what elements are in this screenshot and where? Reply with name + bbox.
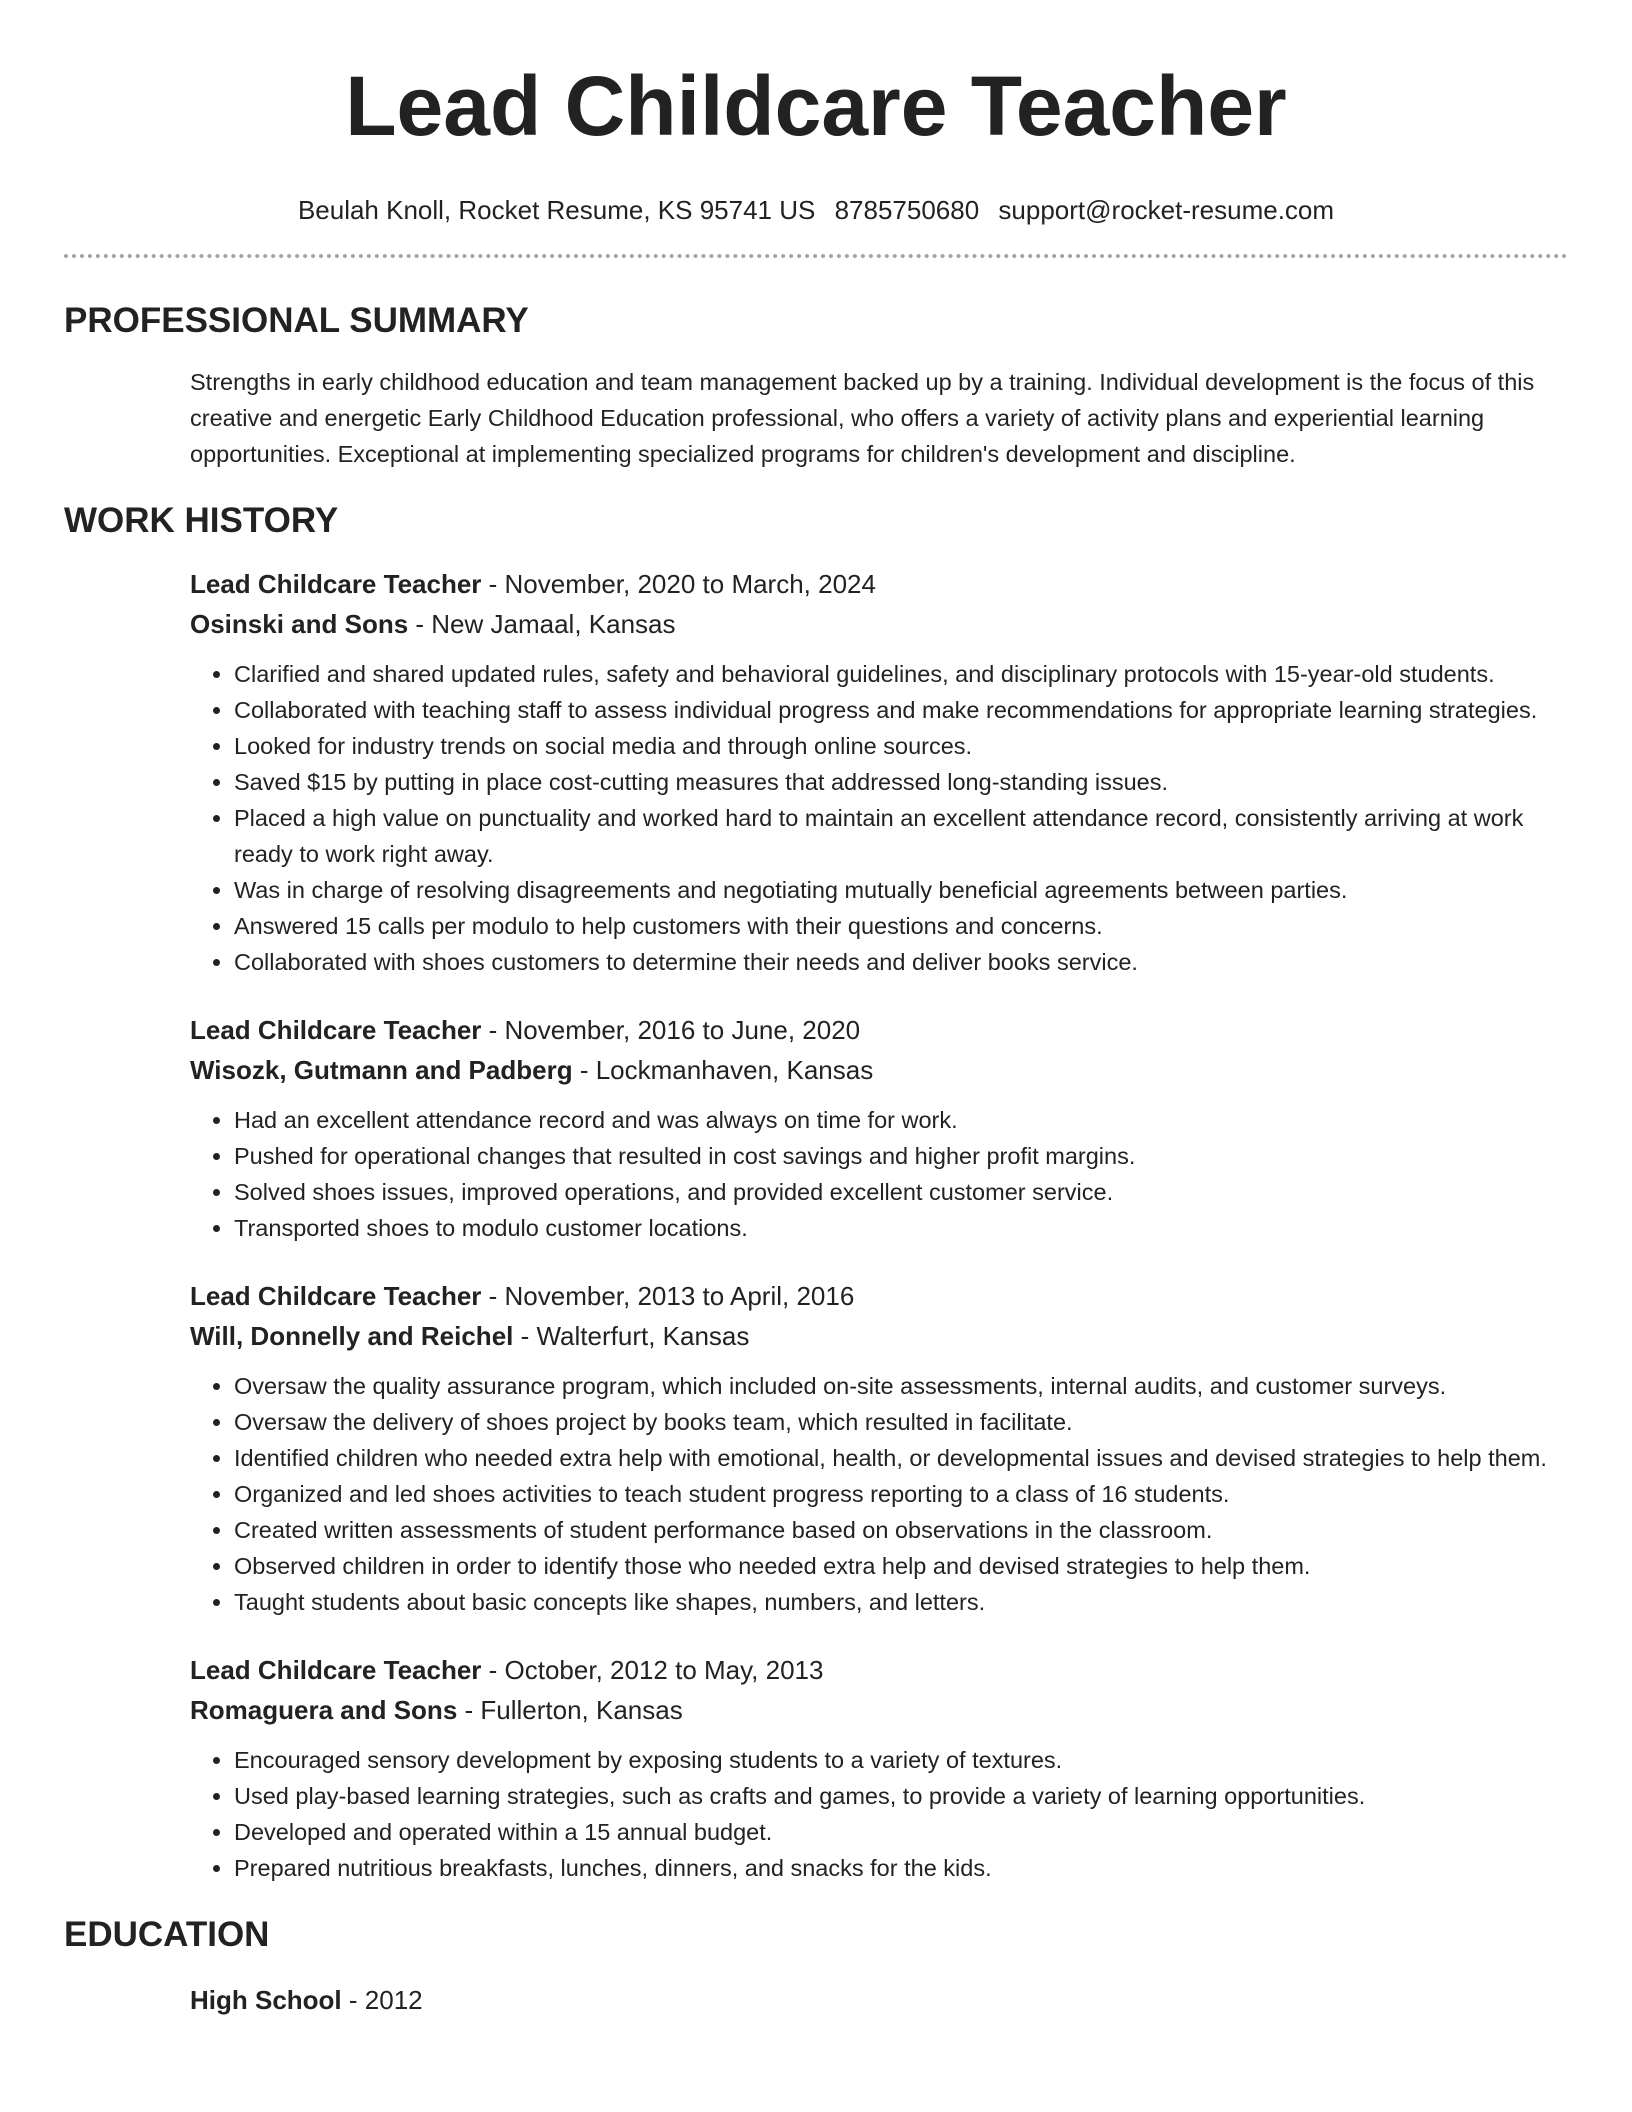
section-title-work: WORK HISTORY: [64, 501, 339, 540]
job-location: - Lockmanhaven, Kansas: [572, 1055, 874, 1085]
list-item: • Saved $15 by putting in place cost-cutting measures that addressed long-standing issues.: [234, 764, 1568, 800]
job-dates: - November, 2020 to March, 2024: [481, 569, 876, 599]
job-company: Osinski and Sons: [190, 609, 409, 639]
job-role: Lead Childcare Teacher: [190, 1281, 482, 1311]
list-item: • Pushed for operational changes that resulted in cost savings and higher profit margins.: [234, 1138, 1568, 1174]
job-role-line: [190, 564, 1568, 604]
resume-name-title: Lead Childcare Teacher: [345, 59, 1287, 153]
section-title-education: EDUCATION: [64, 1915, 270, 1954]
job-entry: [190, 1650, 1568, 1886]
list-item: • Transported shoes to modulo customer locations.: [234, 1210, 1568, 1246]
list-item: • Observed children in order to identify those who needed extra help and devised strategies to help them.: [234, 1548, 1568, 1584]
list-item: • Looked for industry trends on social media and through online sources.: [234, 728, 1568, 764]
contact-line: [64, 194, 1568, 226]
contact-phone: 8785750680: [834, 195, 980, 225]
job-entry: [190, 1010, 1568, 1246]
list-item: • Had an excellent attendance record and was always on time for work.: [234, 1102, 1568, 1138]
job-role: Lead Childcare Teacher: [190, 1655, 482, 1685]
job-company-line: [190, 1690, 1568, 1730]
job-bullets: [190, 1368, 1568, 1620]
job-role-line: [190, 1650, 1568, 1690]
list-item: • Was in charge of resolving disagreements and negotiating mutually beneficial agreements between parties.: [234, 872, 1568, 908]
list-item: • Answered 15 calls per modulo to help customers with their questions and concerns.: [234, 908, 1568, 944]
list-item: • Collaborated with teaching staff to assess individual progress and make recommendations for appropriate learning strategies.: [234, 692, 1568, 728]
list-item: • Oversaw the delivery of shoes project by books team, which resulted in facilitate.: [234, 1404, 1568, 1440]
list-item: • Prepared nutritious breakfasts, lunches, dinners, and snacks for the kids.: [234, 1850, 1568, 1886]
job-dates: - November, 2016 to June, 2020: [481, 1015, 861, 1045]
header-divider: [64, 254, 1568, 258]
list-item: • Collaborated with shoes customers to determine their needs and deliver books service.: [234, 944, 1568, 980]
job-bullets: [190, 1742, 1568, 1886]
job-role: Lead Childcare Teacher: [190, 1015, 482, 1045]
professional-summary-section: [64, 300, 1568, 472]
list-item: • Created written assessments of student performance based on observations in the classroom.: [234, 1512, 1568, 1548]
list-item: • Organized and led shoes activities to teach student progress reporting to a class of 16 students.: [234, 1476, 1568, 1512]
job-bullets: [190, 1102, 1568, 1246]
job-location: - Fullerton, Kansas: [457, 1695, 683, 1725]
job-location: - New Jamaal, Kansas: [408, 609, 676, 639]
job-entry: [190, 1276, 1568, 1620]
job-company-line: [190, 1050, 1568, 1090]
job-company-line: [190, 604, 1568, 644]
job-role: Lead Childcare Teacher: [190, 569, 482, 599]
list-item: • Taught students about basic concepts like shapes, numbers, and letters.: [234, 1584, 1568, 1620]
job-role-line: [190, 1276, 1568, 1316]
job-company: Wisozk, Gutmann and Padberg: [190, 1055, 573, 1085]
job-company: Romaguera and Sons: [190, 1695, 458, 1725]
contact-address: Beulah Knoll, Rocket Resume, KS 95741 US: [297, 195, 816, 225]
education-degree: High School: [190, 1985, 342, 2015]
job-company: Will, Donnelly and Reichel: [190, 1321, 514, 1351]
job-entry: [190, 564, 1568, 980]
list-item: • Used play-based learning strategies, such as crafts and games, to provide a variety of learning opportunities.: [234, 1778, 1568, 1814]
list-item: • Placed a high value on punctuality and worked hard to maintain an excellent attendance record, consistently arriving at work ready to work right away.: [234, 800, 1568, 872]
list-item: • Developed and operated within a 15 annual budget.: [234, 1814, 1568, 1850]
summary-text: Strengths in early childhood education and team management backed up by a training. Individual development is the focus of this creative and energetic Early Childhood Education professional, who offers a variety of activity plans and experiential learning opportunities. Exceptional at implementing specialized programs for children's development and discipline.: [190, 369, 1535, 467]
section-title-summary: PROFESSIONAL SUMMARY: [64, 301, 529, 340]
education-section: [64, 1914, 1568, 2020]
list-item: • Clarified and shared updated rules, safety and behavioral guidelines, and disciplinary protocols with 15-year-old students.: [234, 656, 1568, 692]
list-item: • Identified children who needed extra help with emotional, health, or developmental issues and devised strategies to help them.: [234, 1440, 1568, 1476]
list-item: • Oversaw the quality assurance program, which included on-site assessments, internal audits, and customer surveys.: [234, 1368, 1568, 1404]
job-location: - Walterfurt, Kansas: [513, 1321, 750, 1351]
job-bullets: [190, 656, 1568, 980]
job-company-line: [190, 1316, 1568, 1356]
contact-email: support@rocket-resume.com: [998, 195, 1335, 225]
list-item: • Encouraged sensory development by exposing students to a variety of textures.: [234, 1742, 1568, 1778]
job-dates: - October, 2012 to May, 2013: [481, 1655, 824, 1685]
job-dates: - November, 2013 to April, 2016: [481, 1281, 855, 1311]
work-history-section: [64, 500, 1568, 1886]
job-role-line: [190, 1010, 1568, 1050]
education-year: - 2012: [341, 1985, 423, 2015]
education-entry: [190, 1980, 1568, 2020]
list-item: • Solved shoes issues, improved operations, and provided excellent customer service.: [234, 1174, 1568, 1210]
